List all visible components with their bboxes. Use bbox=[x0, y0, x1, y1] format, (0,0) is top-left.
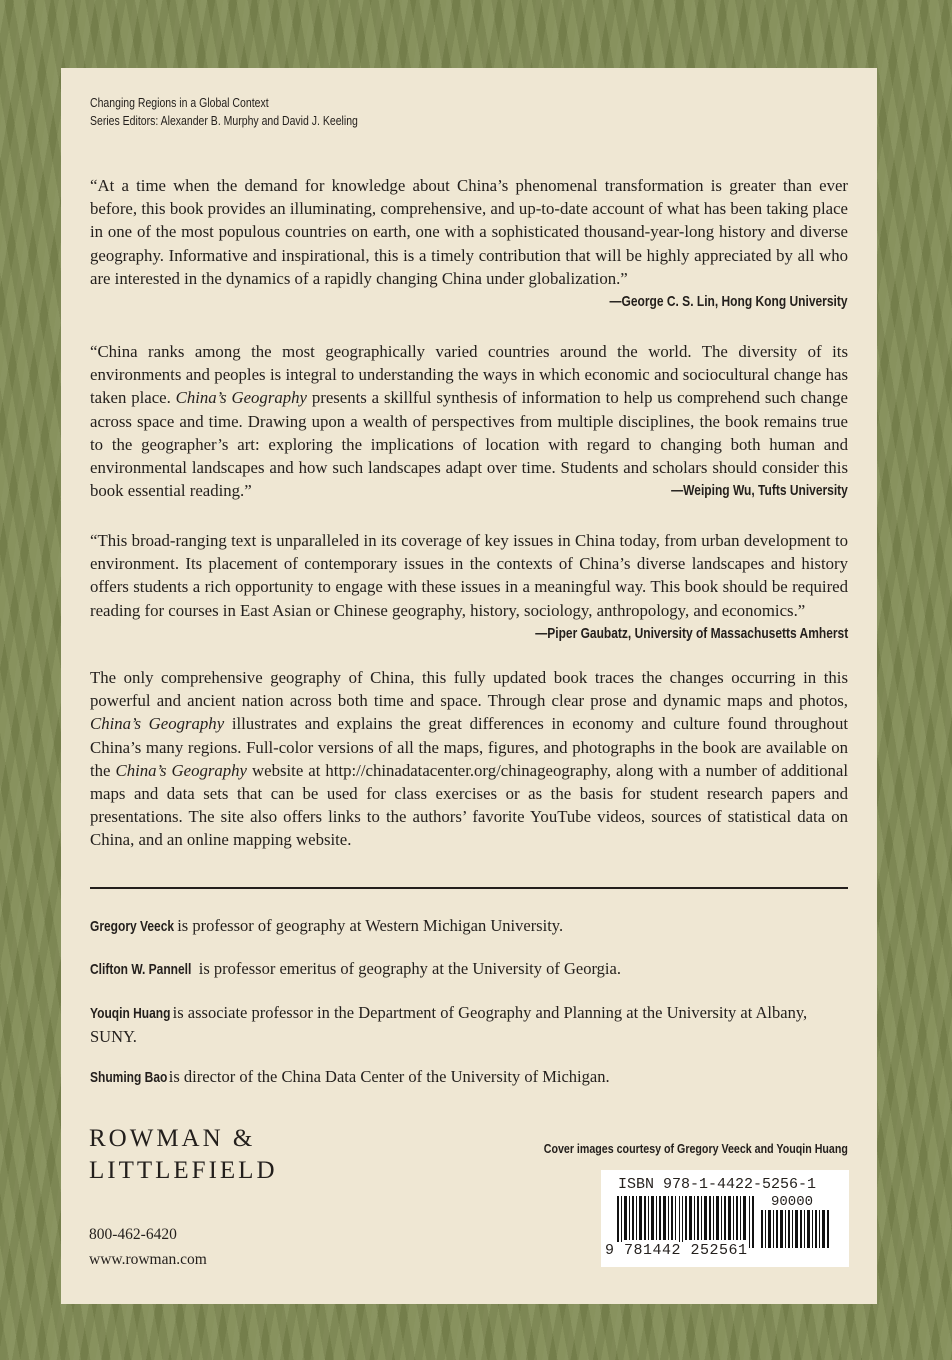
book-title: China’s Geography bbox=[175, 388, 307, 408]
author-bio-text: is professor of geography at Western Michigan University. bbox=[173, 916, 564, 935]
author-bio-text: is professor emeritus of geography at the University of Georgia. bbox=[194, 959, 621, 978]
publisher-website[interactable]: www.rowman.com bbox=[89, 1251, 207, 1268]
book-title: China’s Geography bbox=[90, 714, 225, 734]
price-code: 90000 bbox=[771, 1194, 814, 1210]
back-cover-panel bbox=[61, 68, 877, 1304]
quote-attribution: —Weiping Wu, Tufts University bbox=[671, 482, 848, 500]
author-bio bbox=[90, 1065, 830, 1089]
review-quote-2 bbox=[90, 340, 848, 502]
publisher-phone: 800-462-6420 bbox=[89, 1226, 177, 1243]
quote-text: “At a time when the demand for knowledge about China’s phenomenal transformation is greater than ever before, this book provides an illuminating, comprehensive, and up-to-date account of what has been taking place in one of the most populous countries on earth, one with a sophisticated thousand-year-long history and diverse geography. Informative and inspirational, this is a timely contribution that will be highly appreciated by all who are interested in the dynamics of a rapidly changing China under globalization.” bbox=[90, 176, 848, 288]
series-title: Changing Regions in a Global Context bbox=[90, 96, 269, 110]
isbn-number: ISBN 978-1-4422-5256-1 bbox=[618, 1176, 817, 1193]
author-bio-text: is director of the China Data Center of the University of Michigan. bbox=[164, 1067, 610, 1086]
ean-number: 9 781442 252561 bbox=[605, 1242, 748, 1259]
publisher-name-line1: ROWMAN & bbox=[89, 1125, 256, 1152]
author-bio bbox=[90, 914, 830, 938]
quote-attribution: —Piper Gaubatz, University of Massachusetts Amherst bbox=[535, 624, 848, 642]
series-info bbox=[90, 94, 358, 130]
author-bio-text: is associate professor in the Department of Geography and Planning at the University at Albany, SUNY. bbox=[90, 1003, 808, 1047]
isbn-barcode bbox=[601, 1170, 849, 1267]
divider bbox=[90, 887, 848, 889]
quote-text: presents a skillful synthesis of information to help us comprehend such change across space and time. Drawing upon a wealth of perspectives from multiple disciplines, the book remains true to the geographer’s art: exploring the implications of location with regard to changing both human and environmental landscapes and how such landscapes adapt over time. Students and scholars should consider this book essential reading.” bbox=[90, 388, 848, 501]
cover-image-credit: Cover images courtesy of Gregory Veeck and Youqin Huang bbox=[543, 1141, 848, 1156]
description-text: website at http://chinadatacenter.org/chinageography, along with a number of additional maps and data sets that can be used for class exercises or as the basis for student research papers and presentations. The site also offers links to the authors’ favorite YouTube videos, sources of statistical data on China, and an online mapping website. bbox=[90, 760, 849, 850]
author-bio bbox=[90, 1001, 830, 1048]
review-quote-3 bbox=[90, 529, 848, 645]
quote-text: “This broad-ranging text is unparalleled in its coverage of key issues in China today, from urban development to environment. Its placement of contemporary issues in the contexts of China’s diverse landscapes and history offers students a rich opportunity to engage with these issues in a meaningful way. This book should be required reading for courses in East Asian or Chinese geography, history, sociology, anthropology, and economics.” bbox=[90, 531, 848, 620]
author-name: Youqin Huang bbox=[90, 1005, 171, 1022]
book-title: China’s Geography bbox=[115, 760, 248, 780]
publisher-name-line2: LITTLEFIELD bbox=[89, 1157, 278, 1184]
series-editors: Series Editors: Alexander B. Murphy and David J. Keeling bbox=[90, 114, 358, 128]
book-description bbox=[90, 666, 848, 852]
publisher-logo bbox=[89, 1123, 389, 1187]
description-text: illustrates and explains the great differences in economy and culture found throughout China’s many regions. Full-color versions of all the maps, figures, and photographs in the book are available on the bbox=[90, 714, 848, 780]
author-name: Gregory Veeck bbox=[90, 918, 175, 935]
quote-text: “China ranks among the most geographically varied countries around the world. The diversity of its environments and peoples is integral to understanding the ways in which economic and sociocultural change has taken place. bbox=[90, 342, 848, 408]
review-quote-1 bbox=[90, 174, 848, 313]
author-name: Clifton W. Pannell bbox=[90, 961, 192, 978]
barcode-bars-icon bbox=[617, 1196, 757, 1248]
quote-attribution: —George C. S. Lin, Hong Kong University bbox=[609, 293, 848, 311]
price-barcode-bars-icon bbox=[761, 1210, 831, 1248]
author-bio bbox=[90, 957, 830, 981]
author-name: Shuming Bao bbox=[90, 1069, 168, 1086]
description-text: The only comprehensive geography of China, this fully updated book traces the changes occurring in this powerful and ancient nation across both time and space. Through clear prose and dynamic maps and photos, bbox=[90, 668, 848, 711]
